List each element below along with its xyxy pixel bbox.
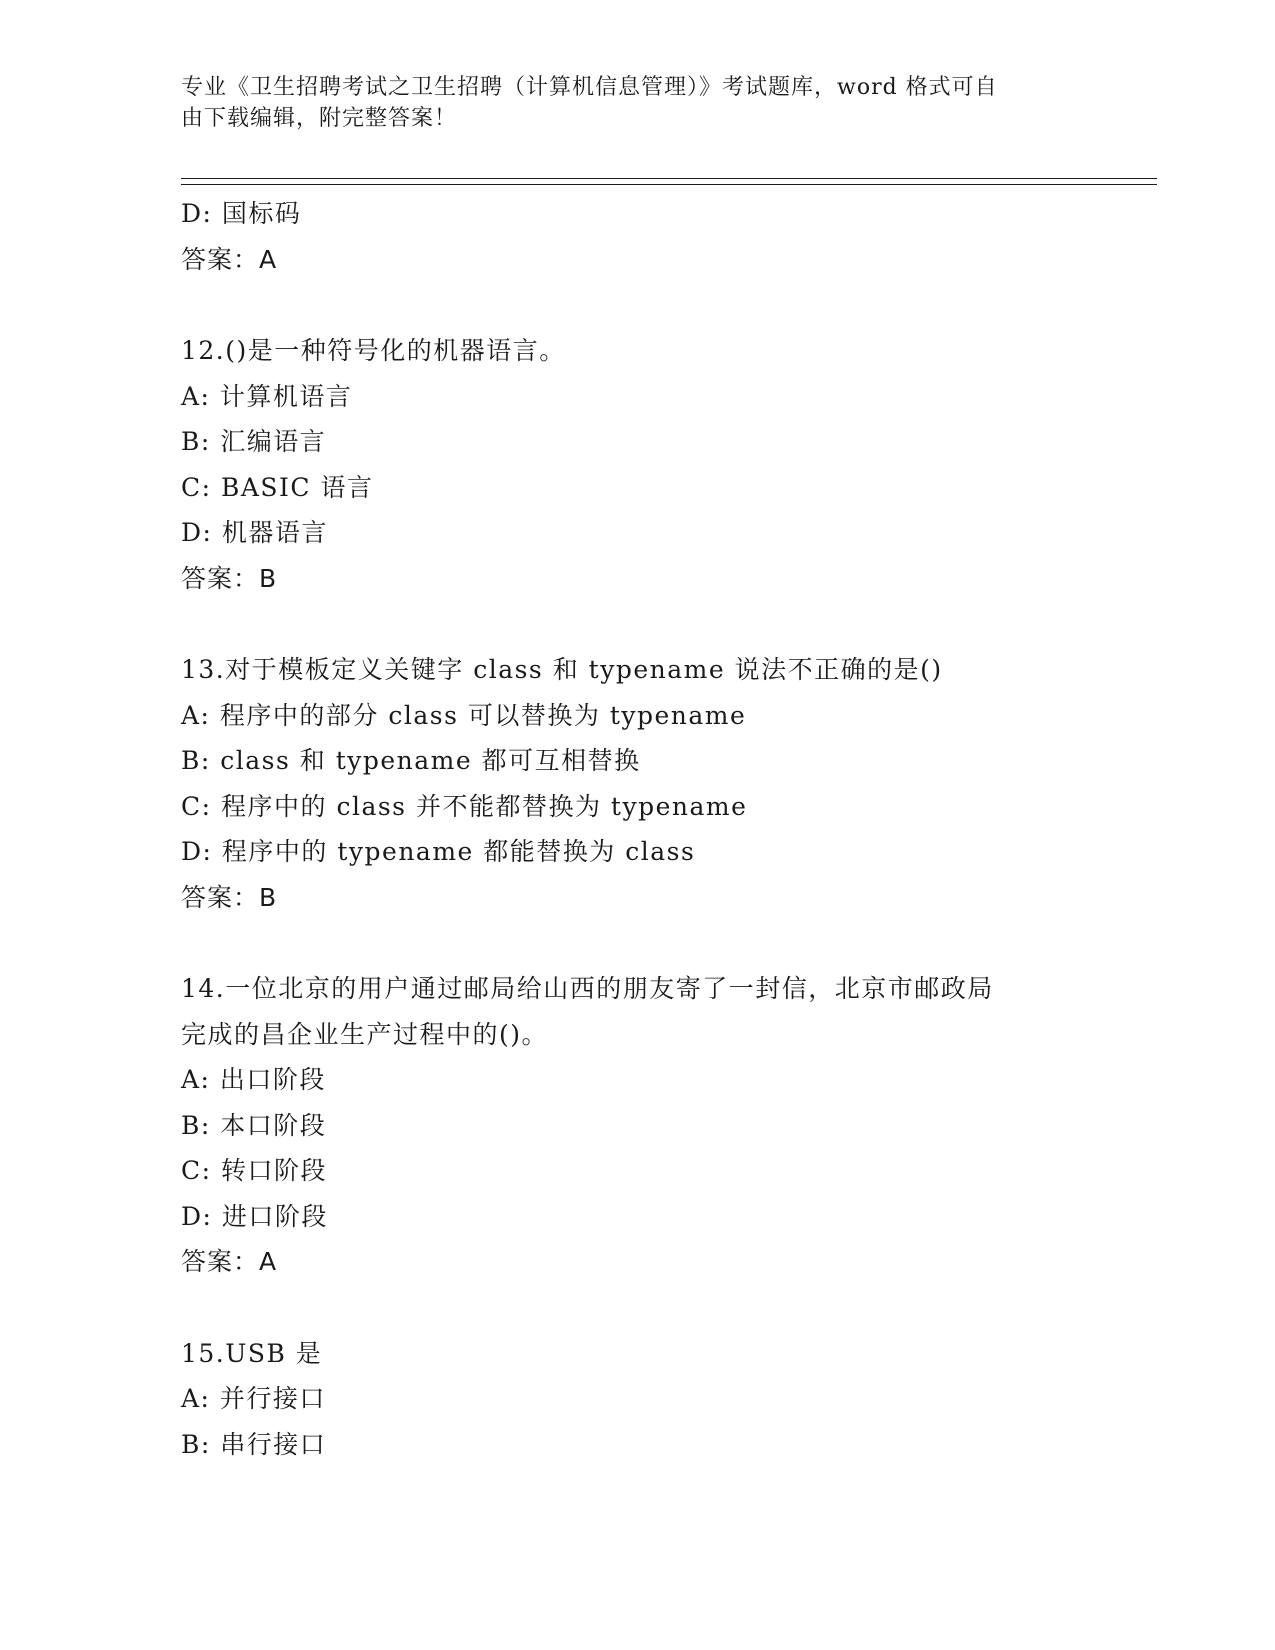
question-list xyxy=(181,191,1141,1467)
question-stem: 13.对于模板定义关键字 class 和 typename 说法不正确的是() xyxy=(181,655,943,684)
spacer xyxy=(181,601,1141,647)
header-line-1: 专业《卫生招聘考试之卫生招聘（计算机信息管理）》考试题库，word 格式可自 xyxy=(181,75,998,100)
option-b: B: class 和 typename 都可互相替换 xyxy=(181,746,641,775)
question-12 xyxy=(181,328,1141,601)
header-divider xyxy=(181,178,1157,185)
answer-line: 答案：A xyxy=(181,244,278,274)
option-a: A: 并行接口 xyxy=(181,1384,326,1413)
answer-line: 答案：B xyxy=(181,882,278,912)
option-d: D: 程序中的 typename 都能替换为 class xyxy=(181,837,696,866)
question-14 xyxy=(181,966,1141,1285)
option-b: B: 汇编语言 xyxy=(181,427,327,456)
option-c: C: BASIC 语言 xyxy=(181,472,374,502)
option-d: D: 进口阶段 xyxy=(181,1201,328,1231)
option-a: A: 出口阶段 xyxy=(181,1065,326,1094)
spacer xyxy=(181,920,1141,966)
answer-line: 答案：A xyxy=(181,1247,278,1276)
option-c: C: 程序中的 class 并不能都替换为 typename xyxy=(181,791,748,821)
question-15 xyxy=(181,1331,1141,1468)
answer-line: 答案：B xyxy=(181,563,278,593)
option-d: D: 机器语言 xyxy=(181,518,328,547)
option-a: A: 程序中的部分 class 可以替换为 typename xyxy=(181,700,747,730)
question-stem-line-2: 完成的昌企业生产过程中的()。 xyxy=(181,1019,549,1049)
question-stem-line-1: 14.一位北京的用户通过邮局给山西的朋友寄了一封信，北京市邮政局 xyxy=(181,974,994,1003)
option-b: B: 本口阶段 xyxy=(181,1110,327,1140)
question-stem: 12.()是一种符号化的机器语言。 xyxy=(181,336,566,365)
question-13 xyxy=(181,647,1141,920)
page-header xyxy=(181,72,1061,134)
option-a: A: 计算机语言 xyxy=(181,381,353,411)
option-d: D: 国标码 xyxy=(181,199,302,228)
option-b: B: 串行接口 xyxy=(181,1429,327,1459)
spacer xyxy=(181,282,1141,328)
header-line-2: 由下载编辑，附完整答案！ xyxy=(181,106,458,131)
question-11-tail xyxy=(181,191,1141,282)
question-stem: 15.USB 是 xyxy=(181,1338,323,1368)
spacer xyxy=(181,1285,1141,1331)
option-c: C: 转口阶段 xyxy=(181,1156,327,1185)
